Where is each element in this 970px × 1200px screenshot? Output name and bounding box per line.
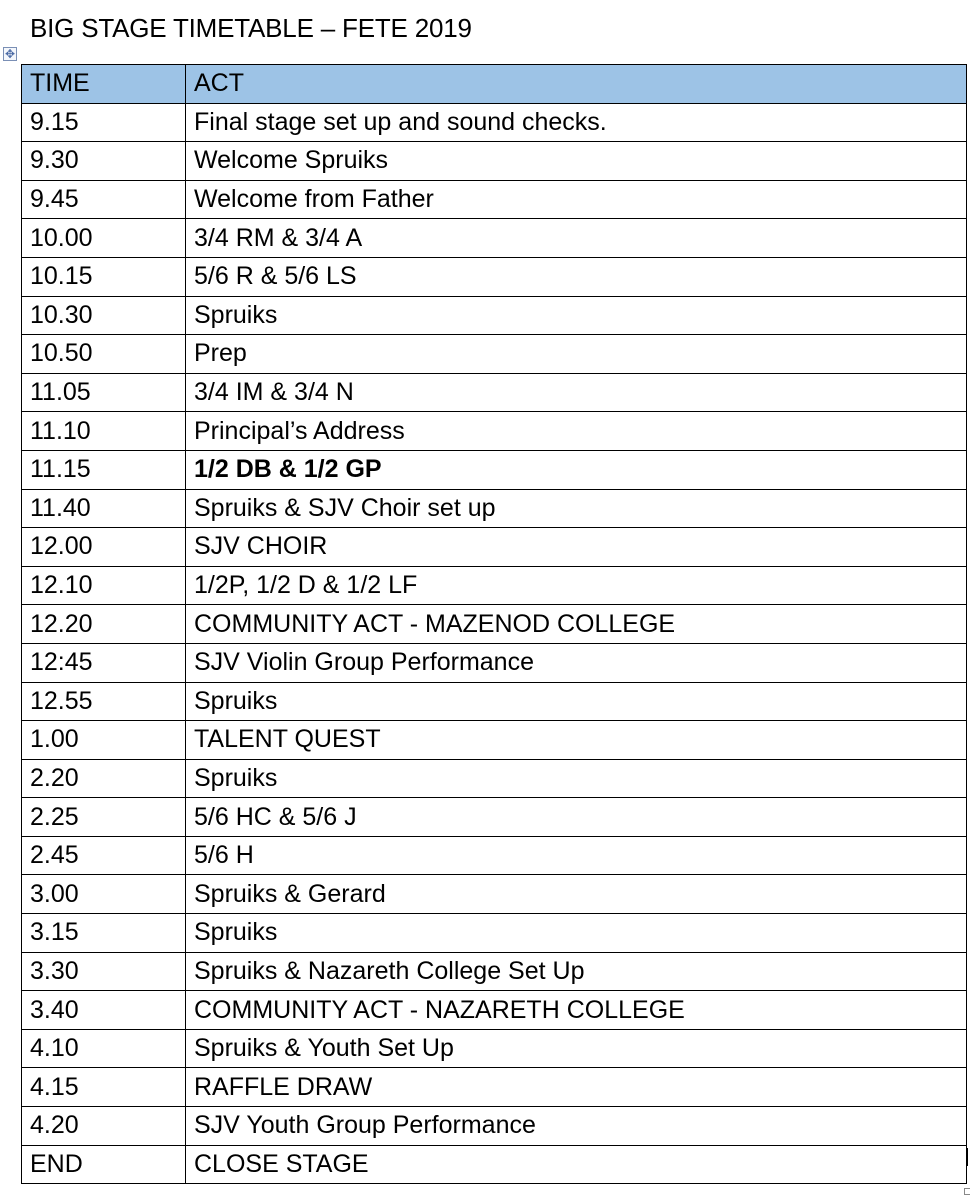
table-row (22, 643, 967, 682)
time-cell: 11.40 (22, 489, 186, 528)
table-row (22, 836, 967, 875)
table-row (22, 566, 967, 605)
time-cell: 9.30 (22, 142, 186, 181)
time-cell: 3.30 (22, 952, 186, 991)
time-cell: 12.00 (22, 528, 186, 567)
table-row (22, 605, 967, 644)
act-cell: 1/2 DB & 1/2 GP (186, 450, 967, 489)
act-cell: Prep (186, 335, 967, 374)
text-cursor-mark (966, 1148, 968, 1166)
table-row (22, 528, 967, 567)
table-row (22, 1068, 967, 1107)
table-row (22, 412, 967, 451)
table-row (22, 1107, 967, 1146)
table-resize-handle[interactable] (964, 1188, 970, 1195)
column-header-time: TIME (22, 65, 186, 104)
timetable (21, 64, 967, 1184)
time-cell: 12.55 (22, 682, 186, 721)
table-row (22, 798, 967, 837)
act-cell: RAFFLE DRAW (186, 1068, 967, 1107)
time-cell: 4.20 (22, 1107, 186, 1146)
time-cell: 3.15 (22, 914, 186, 953)
time-cell: 10.15 (22, 257, 186, 296)
time-cell: 12:45 (22, 643, 186, 682)
act-cell: Spruiks & Nazareth College Set Up (186, 952, 967, 991)
time-cell: 4.15 (22, 1068, 186, 1107)
table-row (22, 991, 967, 1030)
act-cell: Spruiks (186, 759, 967, 798)
act-cell: SJV Youth Group Performance (186, 1107, 967, 1146)
time-cell: 9.15 (22, 103, 186, 142)
act-cell: Final stage set up and sound checks. (186, 103, 967, 142)
act-cell: Spruiks (186, 682, 967, 721)
table-row (22, 759, 967, 798)
time-cell: 3.40 (22, 991, 186, 1030)
time-cell: 10.30 (22, 296, 186, 335)
time-cell: 2.45 (22, 836, 186, 875)
act-cell: Spruiks & Gerard (186, 875, 967, 914)
table-row (22, 875, 967, 914)
act-cell: SJV Violin Group Performance (186, 643, 967, 682)
table-row (22, 1145, 967, 1184)
table-row (22, 682, 967, 721)
table-row (22, 721, 967, 760)
timetable-body (22, 103, 967, 1184)
act-cell: Principal’s Address (186, 412, 967, 451)
time-cell: 10.50 (22, 335, 186, 374)
table-row (22, 1029, 967, 1068)
document-title: BIG STAGE TIMETABLE – FETE 2019 (30, 13, 472, 43)
act-cell: TALENT QUEST (186, 721, 967, 760)
table-row (22, 914, 967, 953)
act-cell: Welcome from Father (186, 180, 967, 219)
time-cell: END (22, 1145, 186, 1184)
act-cell: SJV CHOIR (186, 528, 967, 567)
time-cell: 2.20 (22, 759, 186, 798)
act-cell: COMMUNITY ACT - NAZARETH COLLEGE (186, 991, 967, 1030)
table-row (22, 103, 967, 142)
table-header-row (22, 65, 967, 104)
table-row (22, 450, 967, 489)
table-row (22, 489, 967, 528)
time-cell: 2.25 (22, 798, 186, 837)
table-row (22, 180, 967, 219)
table-row (22, 373, 967, 412)
time-cell: 4.10 (22, 1029, 186, 1068)
table-move-handle-icon[interactable]: ✥ (4, 47, 16, 61)
table-row (22, 296, 967, 335)
time-cell: 10.00 (22, 219, 186, 258)
table-row (22, 142, 967, 181)
act-cell: Spruiks (186, 914, 967, 953)
act-cell: Spruiks & Youth Set Up (186, 1029, 967, 1068)
act-cell: 1/2P, 1/2 D & 1/2 LF (186, 566, 967, 605)
act-cell: 3/4 IM & 3/4 N (186, 373, 967, 412)
act-cell: CLOSE STAGE (186, 1145, 967, 1184)
time-cell: 11.05 (22, 373, 186, 412)
time-cell: 11.15 (22, 450, 186, 489)
time-cell: 3.00 (22, 875, 186, 914)
column-header-act: ACT (186, 65, 967, 104)
time-cell: 9.45 (22, 180, 186, 219)
act-cell: Welcome Spruiks (186, 142, 967, 181)
act-cell: 5/6 HC & 5/6 J (186, 798, 967, 837)
act-cell: 5/6 H (186, 836, 967, 875)
act-cell: 5/6 R & 5/6 LS (186, 257, 967, 296)
table-row (22, 257, 967, 296)
time-cell: 1.00 (22, 721, 186, 760)
act-cell: Spruiks & SJV Choir set up (186, 489, 967, 528)
act-cell: COMMUNITY ACT - MAZENOD COLLEGE (186, 605, 967, 644)
time-cell: 12.20 (22, 605, 186, 644)
table-row (22, 219, 967, 258)
table-row (22, 335, 967, 374)
time-cell: 11.10 (22, 412, 186, 451)
act-cell: Spruiks (186, 296, 967, 335)
act-cell: 3/4 RM & 3/4 A (186, 219, 967, 258)
table-row (22, 952, 967, 991)
time-cell: 12.10 (22, 566, 186, 605)
